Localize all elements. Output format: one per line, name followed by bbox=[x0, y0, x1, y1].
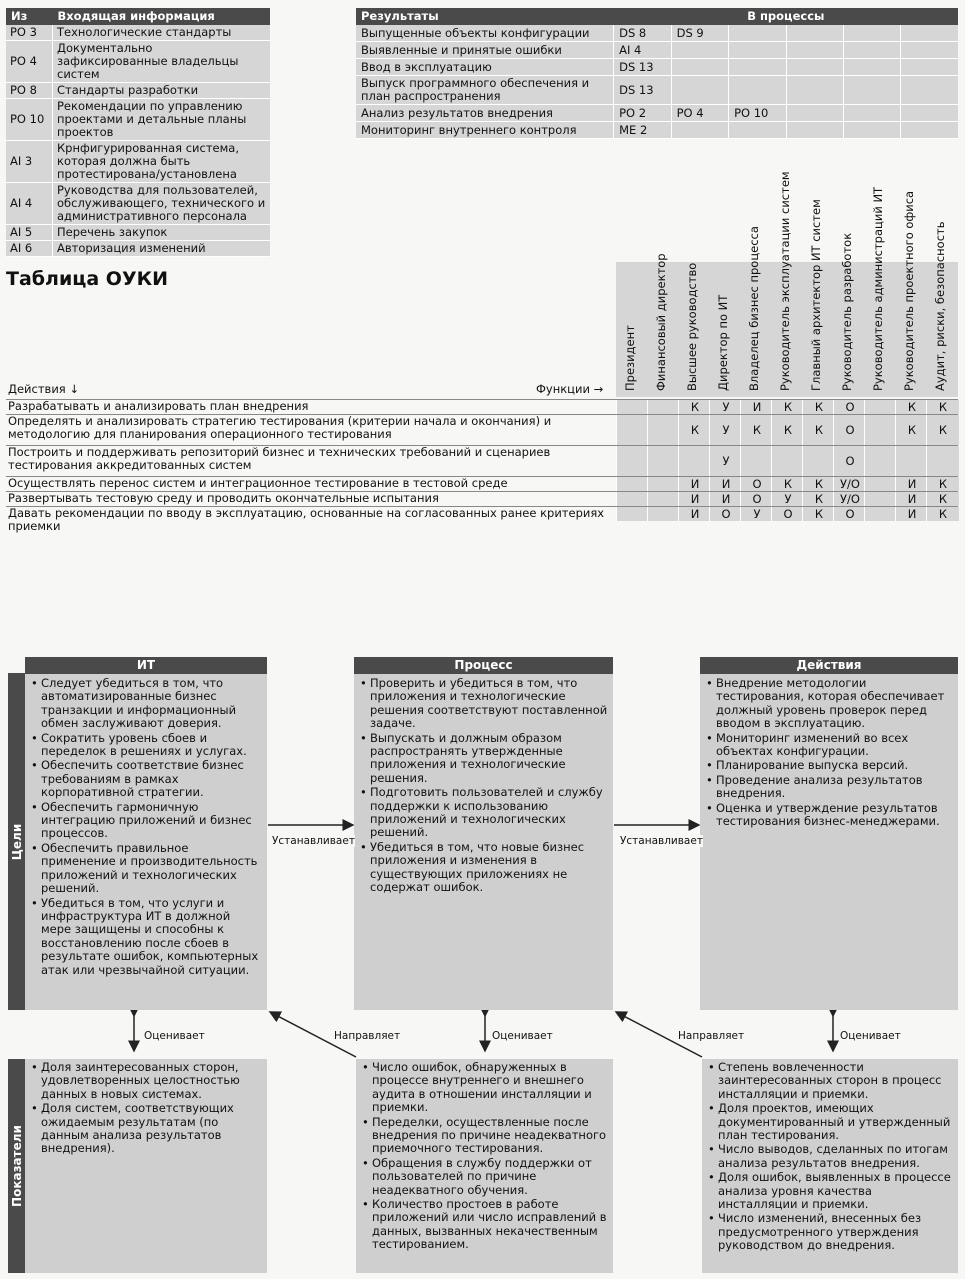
raci-cell: И bbox=[678, 492, 711, 506]
raci-cell bbox=[616, 507, 649, 521]
raci-cell: О bbox=[833, 400, 866, 414]
output-name: Выпущенные объекты конфигурации bbox=[356, 25, 614, 42]
header-from: Из bbox=[6, 8, 53, 25]
raci-cell: О bbox=[833, 507, 866, 521]
output-name: Анализ результатов внедрения bbox=[356, 105, 614, 122]
output-process-cell bbox=[901, 122, 958, 139]
input-row bbox=[6, 99, 270, 141]
raci-role-label: Руководитель проектного офиса bbox=[902, 190, 916, 391]
raci-cell: О bbox=[833, 446, 866, 476]
input-source-code: AI 6 bbox=[6, 241, 53, 257]
input-table-header bbox=[6, 8, 270, 25]
process-goals-list bbox=[370, 677, 609, 895]
list-item: • Проверить и убедиться в том, что приложения и технологические решения соответствуют поставленной задаче. bbox=[370, 677, 609, 731]
output-process-cell bbox=[844, 25, 901, 42]
raci-cell bbox=[771, 446, 804, 476]
raci-cell: У/О bbox=[833, 492, 866, 506]
output-table bbox=[356, 8, 958, 139]
list-item: • Выпускать и должным образом распространять утвержденные приложения и технологические решения. bbox=[370, 732, 609, 786]
raci-role-header bbox=[678, 263, 702, 391]
raci-row bbox=[6, 491, 958, 506]
raci-cell bbox=[864, 477, 897, 491]
raci-cell: И bbox=[678, 477, 711, 491]
raci-action: Определять и анализировать стратегию тестирования (критерии начала и окончания) и методологию для планирования операционного тестирования bbox=[8, 414, 552, 441]
list-item: • Доля систем, соответствующих ожидаемым результатам (по данным анализа результатов внедрения). bbox=[41, 1102, 263, 1156]
raci-cell bbox=[864, 415, 897, 445]
raci-cell bbox=[647, 507, 680, 521]
raci-cell: К bbox=[926, 477, 959, 491]
raci-role-header bbox=[895, 190, 919, 391]
input-description: Руководства для пользователей, обслуживающего, технического и административного персонала bbox=[53, 183, 271, 225]
output-row bbox=[356, 42, 958, 59]
output-process-cell bbox=[786, 122, 843, 139]
input-source-code: PO 4 bbox=[6, 41, 53, 83]
header-incoming-info: Входящая информация bbox=[53, 8, 271, 25]
raci-role-label: Руководитель разработок bbox=[840, 232, 854, 391]
header-to-processes: В процессы bbox=[614, 8, 958, 25]
raci-cell: К bbox=[771, 477, 804, 491]
raci-role-header bbox=[926, 221, 950, 391]
raci-role-header bbox=[647, 253, 671, 391]
raci-functions-label: Функции → bbox=[536, 382, 604, 396]
list-item: • Доля проектов, имеющих документированный и утвержденный план тестирования. bbox=[718, 1102, 954, 1142]
output-row bbox=[356, 76, 958, 105]
raci-cell bbox=[864, 400, 897, 414]
input-source-code: AI 4 bbox=[6, 183, 53, 225]
raci-cell: К bbox=[926, 492, 959, 506]
raci-cell: И bbox=[740, 400, 773, 414]
input-row bbox=[6, 83, 270, 99]
raci-role-header bbox=[740, 226, 764, 391]
raci-action: Давать рекомендации по вводу в эксплуатацию, основанные на согласованных ранее критериях приемки bbox=[8, 506, 605, 533]
output-process-cell: ME 2 bbox=[614, 122, 671, 139]
sets-label-1: Устанавливает bbox=[272, 835, 355, 847]
raci-cell: К bbox=[802, 492, 835, 506]
raci-cell bbox=[864, 507, 897, 521]
output-process-cell: PO 10 bbox=[729, 105, 786, 122]
list-item: • Внедрение методологии тестирования, которая обеспечивает должный уровень проверок перед вводом в эксплуатацию. bbox=[716, 677, 954, 731]
raci-role-label: Аудит, риски, безопасность bbox=[933, 221, 947, 391]
raci-action: Разрабатывать и анализировать план внедрения bbox=[8, 399, 309, 413]
list-item: • Убедиться в том, что услуги и инфраструктура ИТ в должной мере защищены и способны к восстановлению после сбоев в результате ошибок, компьютерных атак или чрезвычайной ситуации. bbox=[41, 897, 263, 977]
raci-action: Осуществлять перенос систем и интеграционное тестирование в тестовой среде bbox=[8, 476, 508, 490]
raci-actions-label: Действия ↓ bbox=[8, 382, 80, 396]
raci-cell: К bbox=[740, 415, 773, 445]
raci-cell: К bbox=[678, 400, 711, 414]
raci-cell: У bbox=[709, 415, 742, 445]
raci-title: Таблица ОУКИ bbox=[6, 268, 169, 290]
it-metrics-list bbox=[41, 1061, 263, 1156]
raci-role-label: Финансовый директор bbox=[654, 253, 668, 391]
input-row bbox=[6, 141, 270, 183]
raci-cell bbox=[895, 446, 928, 476]
output-process-cell bbox=[786, 105, 843, 122]
metrics-sidebar bbox=[8, 1059, 25, 1273]
output-process-cell: AI 4 bbox=[614, 42, 671, 59]
raci-cell: К bbox=[895, 415, 928, 445]
actions-metrics-list bbox=[718, 1061, 954, 1253]
raci-cell bbox=[616, 492, 649, 506]
actions-title: Действия bbox=[700, 657, 958, 674]
raci-role-header bbox=[864, 186, 888, 391]
list-item: • Доля заинтересованных сторон, удовлетворенных целостностью данных в новых системах. bbox=[41, 1061, 263, 1101]
list-item: • Переделки, осуществленные после внедрения по причине неадекватного приемочного тестирования. bbox=[372, 1116, 609, 1156]
raci-cell bbox=[647, 446, 680, 476]
raci-role-header bbox=[616, 263, 640, 391]
output-process-cell: DS 9 bbox=[671, 25, 728, 42]
raci-cell bbox=[802, 446, 835, 476]
output-process-cell: PO 2 bbox=[614, 105, 671, 122]
raci-role-header bbox=[833, 232, 857, 391]
raci-cell: К bbox=[802, 477, 835, 491]
input-source-code: PO 8 bbox=[6, 83, 53, 99]
evaluates-label-3: Оценивает bbox=[840, 1030, 901, 1042]
raci-cell: К bbox=[802, 400, 835, 414]
raci-cell: О bbox=[740, 492, 773, 506]
list-item: • Обращения в службу поддержки от пользователей по причине неадекватного обучения. bbox=[372, 1157, 609, 1197]
input-row bbox=[6, 241, 270, 257]
raci-role-label: Высшее руководство bbox=[685, 262, 699, 391]
raci-cell bbox=[616, 477, 649, 491]
output-process-cell bbox=[786, 76, 843, 105]
raci-cell: О bbox=[740, 477, 773, 491]
raci-role-label: Руководитель эксплуатации систем bbox=[778, 171, 792, 391]
raci-cell: У bbox=[740, 507, 773, 521]
raci-cell: О bbox=[771, 507, 804, 521]
raci-cell bbox=[616, 415, 649, 445]
raci-role-label: Руководитель администраций ИТ bbox=[871, 186, 885, 391]
process-metrics-box bbox=[356, 1059, 613, 1273]
it-title: ИТ bbox=[25, 657, 267, 674]
header-results: Результаты bbox=[356, 8, 614, 25]
evaluates-label-2: Оценивает bbox=[492, 1030, 553, 1042]
raci-role-label: Владелец бизнес процесса bbox=[747, 226, 761, 391]
output-process-cell bbox=[901, 76, 958, 105]
list-item: • Обеспечить гармоничную интеграцию приложений и бизнес процессов. bbox=[41, 801, 263, 841]
input-row bbox=[6, 225, 270, 241]
output-process-cell: DS 13 bbox=[614, 59, 671, 76]
list-item: • Планирование выпуска версий. bbox=[716, 759, 954, 772]
raci-cell: К bbox=[926, 415, 959, 445]
output-process-cell bbox=[786, 42, 843, 59]
goals-label: Цели bbox=[9, 823, 24, 860]
input-description: Рекомендации по управлению проектами и детальные планы проектов bbox=[53, 99, 271, 141]
raci-cell bbox=[616, 446, 649, 476]
input-row bbox=[6, 183, 270, 225]
raci-cell: У bbox=[709, 446, 742, 476]
input-source-code: PO 10 bbox=[6, 99, 53, 141]
raci-cell: У bbox=[709, 400, 742, 414]
list-item: • Обеспечить правильное применение и производительность приложений и технологических решений. bbox=[41, 842, 263, 896]
metrics-label: Показатели bbox=[9, 1125, 24, 1207]
output-process-cell bbox=[844, 42, 901, 59]
actions-panel bbox=[700, 657, 958, 1010]
output-process-cell bbox=[671, 122, 728, 139]
output-row bbox=[356, 122, 958, 139]
raci-cell: К bbox=[926, 507, 959, 521]
raci-cell: У bbox=[771, 492, 804, 506]
raci-role-label: Директор по ИТ bbox=[716, 294, 730, 391]
raci-cell bbox=[926, 446, 959, 476]
raci-cell: К bbox=[771, 400, 804, 414]
raci-cell bbox=[740, 446, 773, 476]
output-name: Ввод в эксплуатацию bbox=[356, 59, 614, 76]
process-title: Процесс bbox=[354, 657, 613, 674]
input-source-code: AI 5 bbox=[6, 225, 53, 241]
output-name: Выпуск программного обеспечения и план распространения bbox=[356, 76, 614, 105]
process-panel bbox=[354, 657, 613, 1010]
list-item: • Число выводов, сделанных по итогам анализа результатов внедрения. bbox=[718, 1143, 954, 1170]
output-process-cell bbox=[729, 122, 786, 139]
raci-cell: И bbox=[709, 492, 742, 506]
raci-action: Построить и поддерживать репозиторий бизнес и технических требований и сценариев тестирования аккредитованных систем bbox=[8, 445, 551, 472]
raci-role-header bbox=[802, 199, 826, 391]
raci-role-label: Главный архитектор ИТ систем bbox=[809, 199, 823, 391]
list-item: • Следует убедиться в том, что автоматизированные бизнес транзакции и информационный обмен заслуживают доверия. bbox=[41, 677, 263, 731]
list-item: • Оценка и утверждение результатов тестирования бизнес-менеджерами. bbox=[716, 802, 954, 829]
raci-role-headers bbox=[616, 171, 958, 397]
raci-cell bbox=[864, 492, 897, 506]
output-process-cell bbox=[786, 59, 843, 76]
raci-cell bbox=[647, 477, 680, 491]
output-process-cell bbox=[729, 76, 786, 105]
output-process-cell: DS 8 bbox=[614, 25, 671, 42]
raci-cell: К bbox=[895, 400, 928, 414]
output-process-cell bbox=[844, 105, 901, 122]
actions-metrics-box bbox=[702, 1059, 958, 1273]
raci-rows bbox=[6, 399, 958, 533]
raci-cell: И bbox=[895, 492, 928, 506]
input-row bbox=[6, 25, 270, 41]
input-description: Документально зафиксированные владельцы систем bbox=[53, 41, 271, 83]
raci-cell: О bbox=[709, 507, 742, 521]
input-row bbox=[6, 41, 270, 83]
output-process-cell bbox=[786, 25, 843, 42]
list-item: • Обеспечить соответствие бизнес требованиям в рамках корпоративной стратегии. bbox=[41, 759, 263, 799]
output-process-cell bbox=[729, 59, 786, 76]
output-process-cell bbox=[671, 59, 728, 76]
output-process-cell bbox=[901, 105, 958, 122]
input-description: Стандарты разработки bbox=[53, 83, 271, 99]
raci-cell: И bbox=[895, 507, 928, 521]
output-name: Мониторинг внутреннего контроля bbox=[356, 122, 614, 139]
raci-cell: К bbox=[771, 415, 804, 445]
it-metrics-box bbox=[25, 1059, 267, 1273]
list-item: • Проведение анализа результатов внедрения. bbox=[716, 774, 954, 801]
process-metrics-list bbox=[372, 1061, 609, 1252]
input-description: Авторизация изменений bbox=[53, 241, 271, 257]
output-process-cell: DS 13 bbox=[614, 76, 671, 105]
list-item: • Количество простоев в работе приложений или число исправлений в данных, вызванных некачественным тестированием. bbox=[372, 1198, 609, 1252]
input-description: Технологические стандарты bbox=[53, 25, 271, 41]
output-row bbox=[356, 59, 958, 76]
evaluates-label-1: Оценивает bbox=[144, 1030, 205, 1042]
output-row bbox=[356, 25, 958, 42]
list-item: • Подготовить пользователей и службу поддержки к использованию приложений и технологических решений. bbox=[370, 786, 609, 840]
it-panel bbox=[25, 657, 267, 1010]
raci-row bbox=[6, 476, 958, 491]
actions-goals-list bbox=[716, 677, 954, 828]
output-process-cell bbox=[844, 122, 901, 139]
raci-cell: О bbox=[833, 415, 866, 445]
output-process-cell bbox=[671, 42, 728, 59]
raci-cell bbox=[616, 400, 649, 414]
output-table-header bbox=[356, 8, 958, 25]
list-item: • Сократить уровень сбоев и переделок в решениях и услугах. bbox=[41, 732, 263, 759]
input-source-code: PO 3 bbox=[6, 25, 53, 41]
raci-row bbox=[6, 445, 958, 476]
output-process-cell bbox=[729, 25, 786, 42]
output-row bbox=[356, 105, 958, 122]
output-process-cell: PO 4 bbox=[671, 105, 728, 122]
raci-cell: И bbox=[895, 477, 928, 491]
raci-cell: К bbox=[678, 415, 711, 445]
raci-cell bbox=[647, 492, 680, 506]
raci-cell bbox=[647, 400, 680, 414]
raci-cell bbox=[647, 415, 680, 445]
output-name: Выявленные и принятые ошибки bbox=[356, 42, 614, 59]
list-item: • Убедиться в том, что новые бизнес приложения и изменения в существующих приложениях не содержат ошибок. bbox=[370, 841, 609, 895]
raci-cell: К bbox=[926, 400, 959, 414]
goals-sidebar bbox=[8, 673, 25, 1010]
list-item: • Доля ошибок, выявленных в процессе анализа уровня качества инсталляции и приемки. bbox=[718, 1171, 954, 1211]
directs-label-2: Направляет bbox=[678, 1030, 745, 1042]
output-process-cell bbox=[844, 59, 901, 76]
raci-cell: И bbox=[678, 507, 711, 521]
raci-cell: К bbox=[802, 415, 835, 445]
raci-cell bbox=[678, 446, 711, 476]
list-item: • Число изменений, внесенных без предусмотренного утверждения руководством до внедрения. bbox=[718, 1212, 954, 1252]
raci-action: Развертывать тестовую среду и проводить окончательные испытания bbox=[8, 491, 439, 505]
input-description: Крнфигурированная система, которая должна быть протестирована/установлена bbox=[53, 141, 271, 183]
output-process-cell bbox=[901, 42, 958, 59]
input-table bbox=[6, 8, 270, 257]
raci-cell: И bbox=[709, 477, 742, 491]
raci-role-label: Президент bbox=[623, 325, 637, 391]
raci-cell: К bbox=[802, 507, 835, 521]
raci-role-header bbox=[709, 263, 733, 391]
output-process-cell bbox=[729, 42, 786, 59]
it-goals-list bbox=[41, 677, 263, 977]
list-item: • Степень вовлеченности заинтересованных сторон в процесс инсталляции и приемки. bbox=[718, 1061, 954, 1101]
output-process-cell bbox=[844, 76, 901, 105]
input-source-code: AI 3 bbox=[6, 141, 53, 183]
raci-row bbox=[6, 506, 958, 533]
raci-cell bbox=[864, 446, 897, 476]
output-process-cell bbox=[901, 59, 958, 76]
output-process-cell bbox=[671, 76, 728, 105]
raci-row bbox=[6, 399, 958, 414]
list-item: • Число ошибок, обнаруженных в процессе внутреннего и внешнего аудита в отношении инсталляции и приемки. bbox=[372, 1061, 609, 1115]
raci-row bbox=[6, 414, 958, 445]
sets-label-2: Устанавливает bbox=[620, 835, 703, 847]
output-process-cell bbox=[901, 25, 958, 42]
input-description: Перечень закупок bbox=[53, 225, 271, 241]
list-item: • Мониторинг изменений во всех объектах конфигурации. bbox=[716, 732, 954, 759]
raci-cell: У/О bbox=[833, 477, 866, 491]
raci-role-header bbox=[771, 171, 795, 391]
directs-label-1: Направляет bbox=[334, 1030, 401, 1042]
